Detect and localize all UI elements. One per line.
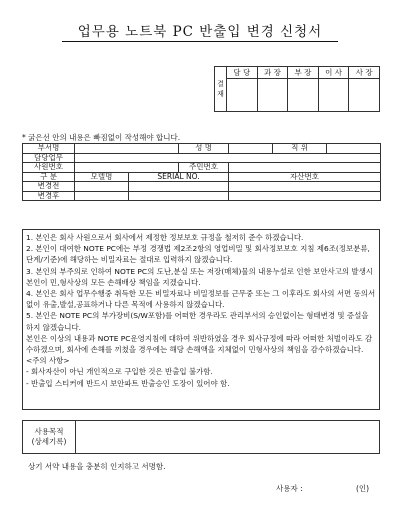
name-field[interactable]: [229, 144, 273, 154]
asset-label: 자산번호: [229, 172, 381, 182]
dept-label: 부서명: [23, 144, 75, 154]
empno-label: 사원번호: [23, 163, 75, 173]
duty-field[interactable]: [75, 153, 381, 163]
approval-label: [215, 67, 227, 112]
approval-table: [214, 66, 380, 112]
before-asset-field[interactable]: [229, 182, 381, 192]
sign-box-manager[interactable]: [257, 79, 288, 112]
idno-label: 주민번호: [179, 163, 229, 173]
purpose-label: [23, 421, 76, 454]
required-note: * 굵은선 안의 내용은 빠짐없이 작성해야 합니다.: [22, 133, 181, 142]
caution-item-2: - 반출입 스티커에 반드시 보안파트 반출승인 도장이 있어야 함.: [26, 378, 230, 388]
empno-field[interactable]: [75, 163, 179, 173]
duty-label: 담당업무: [23, 153, 75, 163]
approval-role-general-manager: 부 장: [288, 67, 319, 79]
after-model-field[interactable]: [75, 191, 129, 201]
serial-label: SERIAL NO.: [129, 172, 229, 182]
after-asset-field[interactable]: [229, 191, 381, 201]
position-label: 직 위: [273, 144, 327, 154]
approval-role-president: 사 장: [349, 67, 380, 79]
form-title: 업무용 노트북 PC 반출입 변경 신청서: [77, 24, 323, 40]
category-label: 구 분: [23, 172, 75, 182]
idno-field[interactable]: [229, 163, 381, 173]
sign-box-general-manager[interactable]: [288, 79, 319, 112]
before-label: 변경전: [23, 182, 75, 192]
approval-label-line2: 재: [217, 90, 224, 98]
confirmation-text: 상기 서약 내용을 충분히 인지하고 서명함.: [28, 462, 166, 471]
purpose-label-line2: (상세기록): [31, 437, 67, 446]
purpose-table: [22, 420, 380, 454]
term-2: 2. 본인이 대여한 NOTE PC에는 부정 경쟁법 제2조2항의 영업비밀 및 회사정보보호 지침 제6조(정보분류,단계/기준)에 해당하는 비밀자료는 절대로 입력하지 않겠습니다.: [26, 244, 370, 265]
signer-label: 사용자 :: [276, 484, 303, 493]
sign-box-president[interactable]: [349, 79, 380, 112]
before-model-field[interactable]: [75, 182, 129, 192]
model-label: 모델명: [75, 172, 129, 182]
sign-box-staff[interactable]: [227, 79, 258, 112]
purpose-label-line1: 사용목적: [34, 427, 64, 436]
applicant-info-table: [22, 143, 381, 201]
after-serial-field[interactable]: [129, 191, 229, 201]
term-3: 3. 본인의 부주의로 인하여 NOTE PC의 도난,분실 또는 저장(매체)물의 내용누설로 인한 보안사고의 발생시 본인이 민,형사상의 모든 손해배상 책임을 지겠습니다.: [26, 266, 373, 287]
caution-heading: <주의 사항>: [26, 356, 70, 366]
caution-item-1: - 회사자산이 아닌 개인적으로 구입한 것은 반출입 불가함.: [26, 367, 213, 377]
term-5: 5. 본인은 NOTE PC의 부가장비(S/W포함)를 어떠한 경우라도 관리부서의 승인없이는 형태변경 및 증설을 하지 않겠습니다.: [26, 311, 369, 332]
pledge-terms: [22, 229, 380, 410]
approval-role-director: 이 사: [318, 67, 349, 79]
seal-mark: (인): [356, 484, 370, 493]
before-serial-field[interactable]: [129, 182, 229, 192]
dept-field[interactable]: [75, 144, 179, 154]
name-label: 성 명: [179, 144, 229, 154]
after-label: 변경후: [23, 191, 75, 201]
term-1: 1. 본인은 회사 사원으로서 회사에서 제정한 정보보호 규정을 철저히 준수 하겠습니다.: [26, 233, 304, 242]
approval-role-manager: 과 장: [257, 67, 288, 79]
approval-role-staff: 담 당: [227, 67, 258, 79]
title-underline: [62, 41, 338, 42]
term-4: 4. 본인은 회사 업무수행중 취득한 모든 비밀자료나 비밀정보를 근무중 또는 그 이후라도 회사의 서면 동의서 없이 유출,발설,공표하거나 다른 목적에 사용하지 않겠습니다.: [26, 289, 376, 310]
sign-box-director[interactable]: [318, 79, 349, 112]
pledge-statement: 본인은 이상의 내용과 NOTE PC운영지침에 대하여 위반하였을 경우 회사규정에 따라 어떠한 처벌이라도 감수하겠으며, 회사에 손해를 끼쳤을 경우에는 해당 손해액을 지체없이 민형사상의 책임을 감수하겠습니다.: [26, 333, 373, 355]
purpose-field[interactable]: [76, 421, 380, 454]
position-field[interactable]: [327, 144, 381, 154]
approval-label-line1: 결: [217, 80, 224, 88]
